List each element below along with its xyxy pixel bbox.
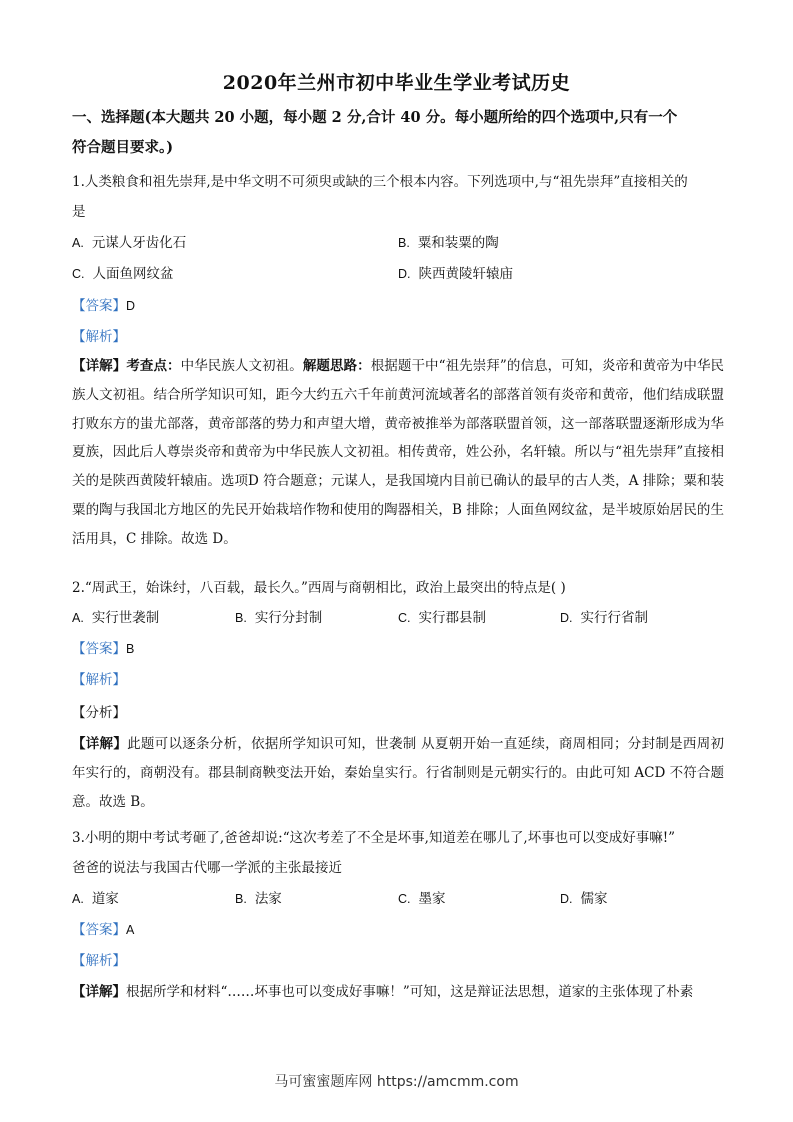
q2-option-b: B. 实行分封制 [235,610,323,626]
q1-detail-paragraph: 【详解】考查点：中华民族人文初祖。解题思路：根据题干中“祖先崇拜”的信息，可知，炎帝和黄帝为中华民族人文初祖。结合所学知识可知，距今大约五六千年前黄河流域著名的部落首领有炎帝和黄帝，他们结成联盟打败东方的蚩尤部落，黄帝部落的势力和声望大增，黄帝被推举为部落联盟首领，这一部落联盟逐渐形成为华夏族，因此后人尊崇炎帝和黄帝为中华民族人文初祖。相传黄帝，姓公孙，名轩辕。所以与“祖先崇拜”直接相关的是陕西黄陵轩辕庙。选项D 符合题意；元谋人，是我国境内目前已确认的最早的古人类，A 排除；粟和装粟的陶与我国北方地区的先民开始栽培作物和使用的陶器相关，B 排除；人面鱼网纹盆，是半坡原始居民的生活用具，C 排除。故选 D。 [72,358,725,547]
q1-answer: 【答案】D [72,298,136,314]
q1-option-a: A. 元谋人牙齿化石 [72,235,187,251]
q2-analysis-label: 【解析】 [72,672,126,688]
section-heading-line2: 符合题目要求。) [72,139,174,156]
q2-detail-paragraph: 【详解】此题可以逐条分析，依据所学知识可知，世袭制 从夏朝开始一直延续，商周相同；分封制是西周初年实行的，商朝没有。郡县制商鞅变法开始，秦始皇实行。行省制则是元朝实行的。由此可知 ACD 不符合题意。故选 B。 [72,736,724,810]
q3-stem-line1: 3.小明的期中考试考砸了,爸爸却说:“这次考差了不全是坏事,知道差在哪儿了,坏事也可以变成好事嘛!” [72,830,676,846]
q3-option-d: D. 儒家 [560,891,608,907]
q1-option-c: C. 人面鱼网纹盆 [72,266,174,282]
q2-option-a: A. 实行世袭制 [72,610,160,626]
q1-stem-line1: 1.人类粮食和祖先崇拜,是中华文明不可须臾或缺的三个根本内容。下列选项中,与“祖先崇拜”直接相关的 [72,174,688,190]
q2-stem: 2.“周武王，始诛纣，八百载，最长久。”西周与商朝相比，政治上最突出的特点是( ) [72,580,566,596]
q3-option-c: C. 墨家 [398,891,446,907]
section-heading-line1: 一、选择题(本大题共 20 小题，每小题 2 分,合计 40 分。每小题所给的四个选项中,只有一个 [72,109,678,126]
q3-detail-paragraph: 【详解】根据所学和材料“……坏事也可以变成好事嘛！”可知，这是辩证法思想，道家的主张体现了朴素 [72,984,694,1000]
q1-analysis-label: 【解析】 [72,329,126,345]
q3-stem-line2: 爸爸的说法与我国古代哪一学派的主张最接近 [72,860,342,876]
q3-option-b: B. 法家 [235,891,282,907]
q2-answer: 【答案】B [72,641,135,657]
q1-option-b: B. 粟和装粟的陶 [398,235,499,251]
q3-option-a: A. 道家 [72,891,119,907]
q1-option-d: D. 陕西黄陵轩辕庙 [398,266,513,282]
q2-option-c: C. 实行郡县制 [398,610,486,626]
page-title: 2020年兰州市初中毕业生学业考试历史 [222,72,571,94]
q3-answer: 【答案】A [72,922,135,938]
q2-option-d: D. 实行行省制 [560,610,648,626]
q3-analysis-label: 【解析】 [72,953,126,969]
q2-fenxi-label: 【分析】 [72,705,126,721]
q1-stem-line2: 是 [72,204,86,220]
footer-watermark: 马可蜜蜜题库网 https://amcmm.com [274,1074,519,1090]
